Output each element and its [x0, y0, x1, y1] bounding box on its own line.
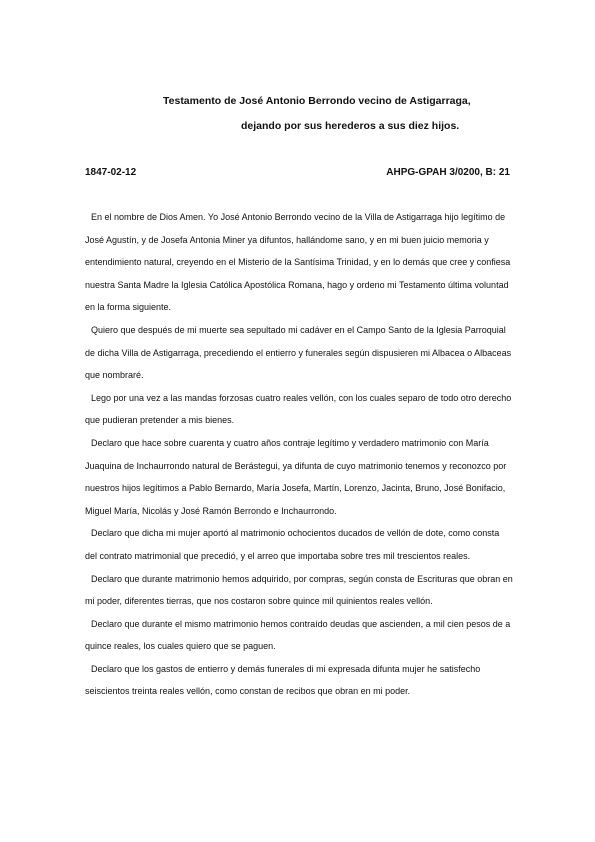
- paragraph-acquisitions: Declaro que durante matrimonio hemos adquirido, por compras, según consta de Escrituras que obran en mi poder, diferentes tierras, que nos costaron sobre quince mil quinientos reales vellón.: [85, 573, 513, 607]
- paragraph-marriage: Declaro que hace sobre cuarenta y cuatro años contraje legítimo y verdadero matrimonio con María Juaquina de Inchaurrondo natural de Berástegui, ya difunta de cuyo matrimonio tenemos y reconozco por nuestros hijos legítimos a Pablo Bernardo, María Josefa, Martín, Lorenzo, Jacinta, Bruno, José Bonifacio, Miguel María, Nicolás y José Ramón Berrondo e Inchaurrondo.: [85, 437, 507, 516]
- paragraph-burial: Quiero que después de mi muerte sea sepultado mi cadáver en el Campo Santo de la Iglesia Parroquial de dicha Villa de Astigarraga, precediendo el entierro y funerales según dispusieren mi Albacea o Albaceas que nombraré.: [85, 324, 512, 381]
- archive-reference: AHPG-GPAH 3/0200, B: 21: [386, 167, 510, 178]
- document-title-line-2: dejando por sus herederos a sus diez hijos.: [241, 120, 460, 132]
- document-body: [85, 206, 513, 703]
- paragraph-dowry: Declaro que dicha mi mujer aportó al matrimonio ochocientos ducados de vellón de dote, como consta del contrato matrimonial que precedió, y el arreo que importaba sobre tres mil trescientos reales.: [85, 528, 500, 561]
- paragraph-invocation: En el nombre de Dios Amen. Yo José Antonio Berrondo vecino de la Villa de Astigarraga hijo legítimo de José Agustín, y de Josefa Antonia Miner ya difuntos, hallándome sano, y en mi buen juicio memoria y entendimiento natural, creyendo en el Misterio de la Santísima Trinidad, y en lo demás que cree y confiesa nuestra Santa Madre la Iglesia Católica Apostólica Romana, hago y ordeno mi Testamento última voluntad en la forma siguiente.: [85, 212, 511, 313]
- paragraph-bequest: Lego por una vez a las mandas forzosas cuatro reales vellón, con los cuales separo de todo otro derecho que pudieran pretender a mis bienes.: [85, 392, 512, 426]
- document-date: 1847-02-12: [85, 167, 137, 178]
- paragraph-funeral-costs: Declaro que los gastos de entierro y demás funerales di mi expresada difunta mujer he satisfecho seiscientos treinta reales vellón, como constan de recibos que obran en mi poder.: [85, 663, 481, 697]
- document-title-line-1: Testamento de José Antonio Berrondo vecino de Astigarraga,: [163, 95, 471, 107]
- paragraph-debts: Declaro que durante el mismo matrimonio hemos contraído deudas que ascienden, a mil cien pesos de a quince reales, los cuales quiero que se paguen.: [85, 618, 511, 652]
